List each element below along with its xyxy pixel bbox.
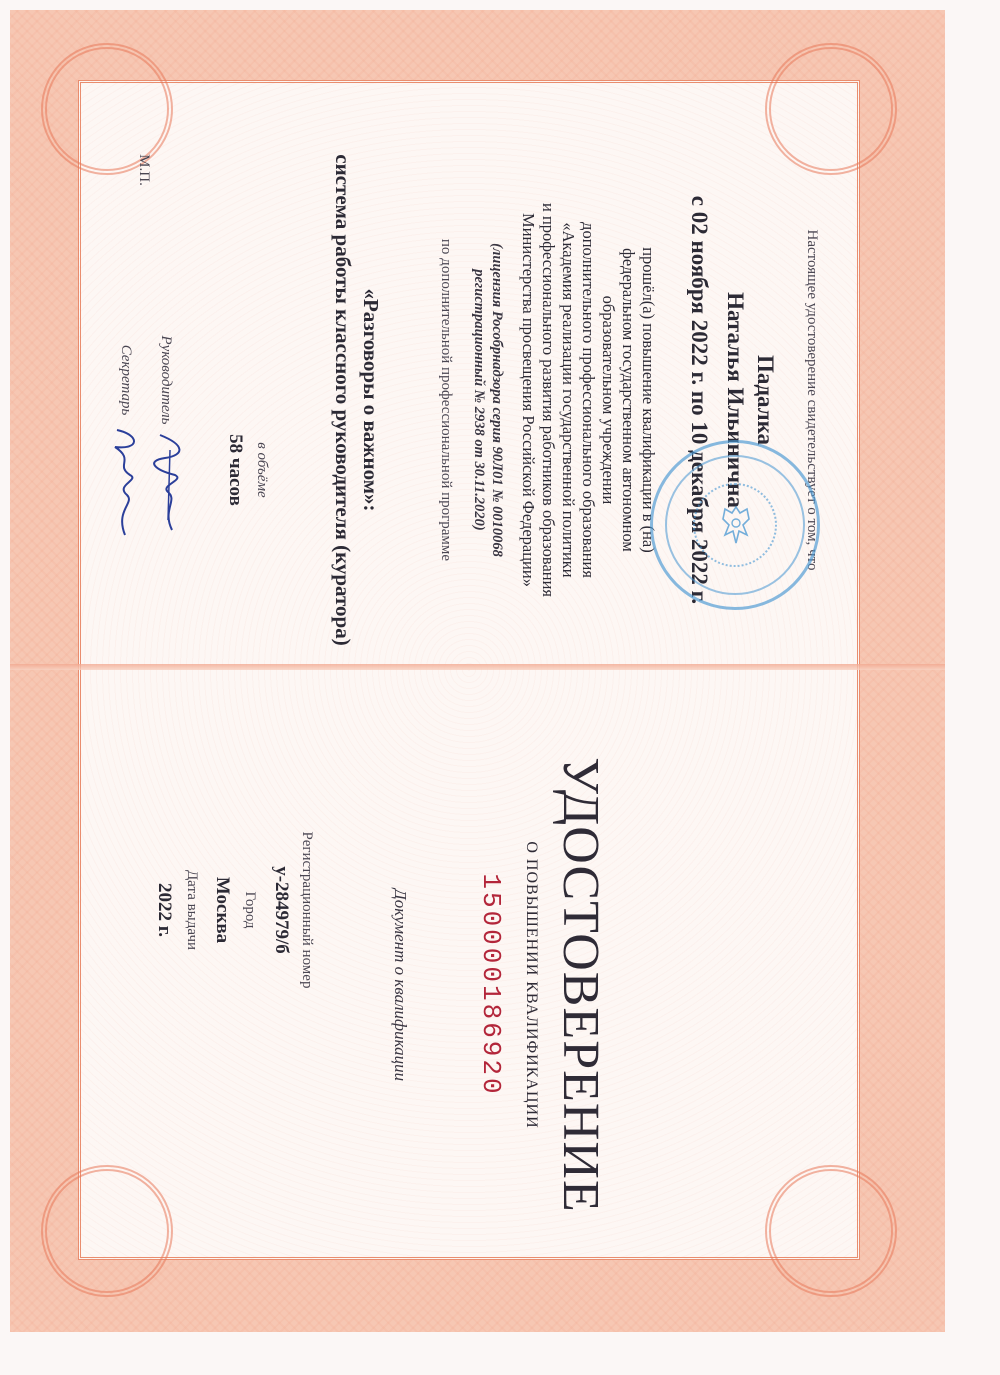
program-subtitle: система работы классного руководителя (куратора) (331, 154, 355, 646)
institution-line: дополнительного профессионального образования (579, 222, 598, 578)
document-title: УДОСТОВЕРЕНИЕ (552, 757, 609, 1213)
official-seal (650, 440, 820, 610)
training-period: с 02 ноября 2022 г. по 10 декабря 2022 г. (687, 195, 712, 605)
reg-number-value: у-284979/б (271, 866, 292, 954)
double-headed-eagle-icon (713, 501, 759, 549)
secretary-signature (105, 425, 145, 545)
recipient-given-names: Наталья Ильинична (723, 292, 748, 508)
volume-label: в объёме (254, 442, 270, 498)
document-subtitle: О ПОВЫШЕНИИ КВАЛИФИКАЦИИ (523, 841, 540, 1129)
head-label: Руководитель (158, 335, 174, 425)
recipient-surname: Падалка (753, 354, 778, 446)
serial-number: 150000186920 (476, 873, 506, 1097)
institution-line: Министерства просвещения Российской Федерации» (519, 213, 538, 587)
secretary-label: Секретарь (118, 344, 134, 416)
rotated-content (80, 90, 840, 1280)
reg-number-label: Регистрационный номер (299, 831, 315, 989)
license-line: регистрационный № 2938 от 30.11.2020) (471, 269, 487, 531)
institution-line: и профессионального развития работников образования (539, 202, 558, 598)
intro-text: Настоящее удостоверение свидетельствует о том, что (804, 229, 820, 571)
program-title: «Разговоры о важном»: (359, 288, 383, 512)
program-intro: по дополнительной профессиональной программе (438, 238, 454, 562)
seal-label: М.П. (136, 154, 152, 186)
institution-line: прошёл(а) повышение квалификации в (на) (639, 247, 658, 553)
city-value: Москва (212, 876, 233, 944)
head-signature (150, 430, 190, 540)
institution-line: федеральном государственном автономном (619, 248, 638, 552)
issue-date-label: Дата выдачи (184, 869, 200, 951)
license-line: (лицензия Рособрнадзора серия 90Л01 № 0010068 (489, 243, 505, 557)
city-label: Город (242, 891, 258, 929)
issue-date-value: 2022 г. (154, 883, 175, 937)
document-type: Документ о квалификации (391, 888, 410, 1082)
institution-line: образовательном учреждении (599, 295, 618, 505)
institution-line: «Академия реализации государственной политики (559, 222, 578, 578)
volume-value: 58 часов (225, 434, 246, 506)
